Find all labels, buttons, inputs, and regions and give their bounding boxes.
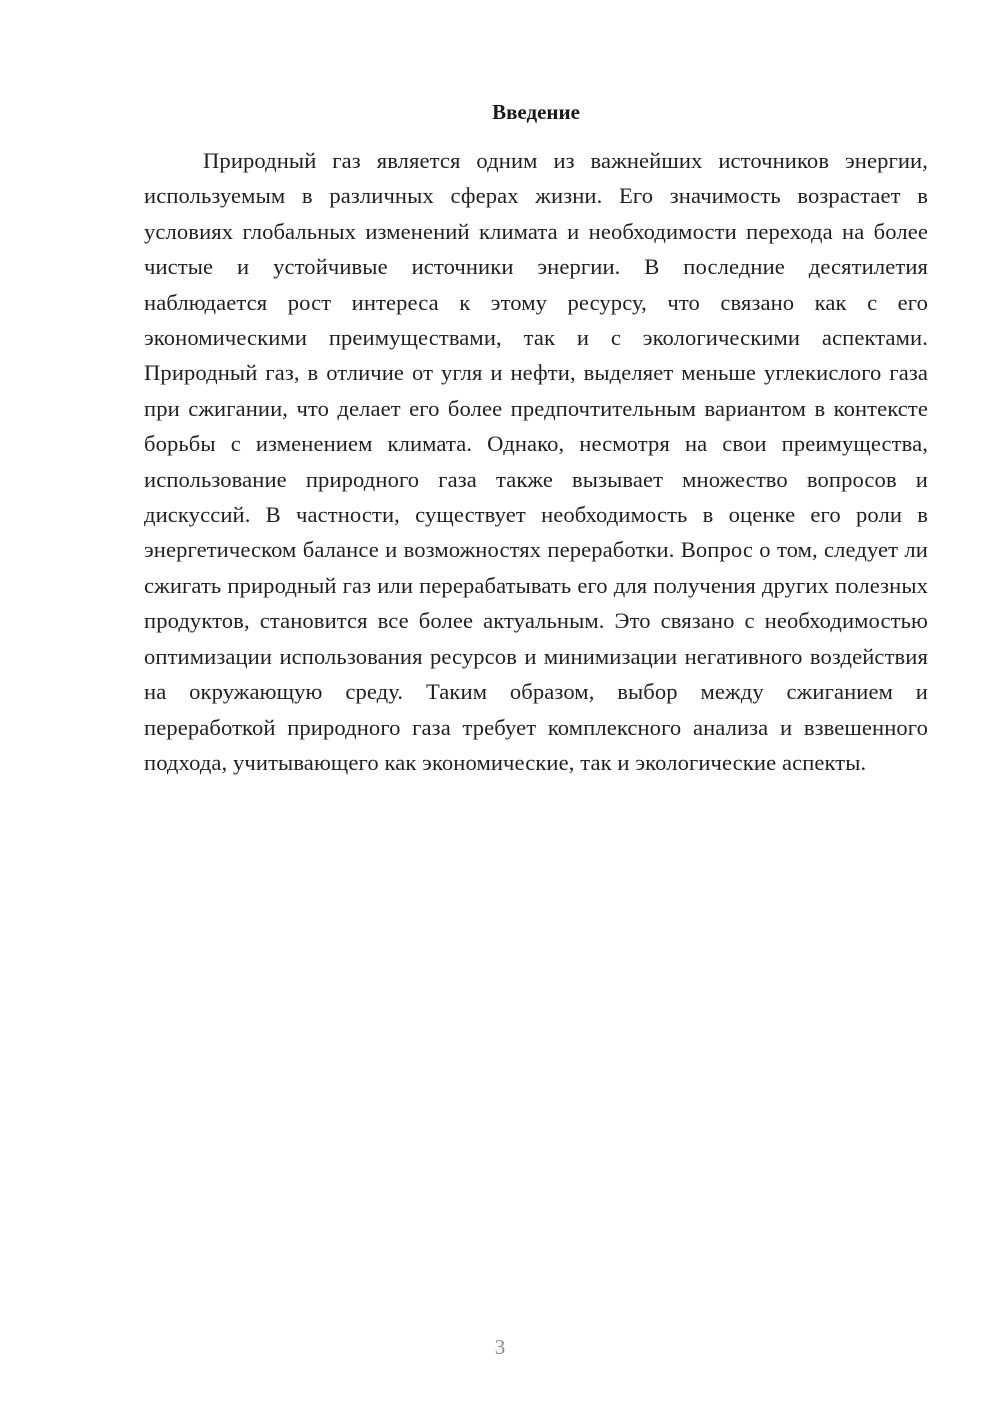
section-title: Введение bbox=[492, 100, 580, 124]
page-number: 3 bbox=[494, 1335, 506, 1359]
body-paragraph: Природный газ является одним из важнейших источников энергии, используемым в различных сферах жизни. Его значимость возрастает в условиях глобальных изменений климата и необходимости перехода на более чистые и устойчивые источники энергии. В последние десятилетия наблюдается рост интереса к этому ресурсу, что связано как с его экономическими преимуществами, так и с экологическими аспектами. Природный газ, в отличие от угля и нефти, выделяет меньше углекислого газа при сжигании, что делает его более предпочтительным вариантом в контексте борьбы с изменением климата. Однако, несмотря на свои преимущества, использование природного газа также вызывает множество вопросов и дискуссий. В частности, существует необходимость в оценке его роли в энергетическом балансе и возможностях переработки. Вопрос о том, следует ли сжигать природный газ или перерабатывать его для получения других полезных продуктов, становится все более актуальным. Это связано с необходимостью оптимизации использования ресурсов и минимизации негативного воздействия на окружающую среду. Таким образом, выбор между сжиганием и переработкой природного газа требует комплексного анализа и взвешенного подхода, учитывающего как экономические, так и экологические аспекты. bbox=[144, 148, 928, 775]
